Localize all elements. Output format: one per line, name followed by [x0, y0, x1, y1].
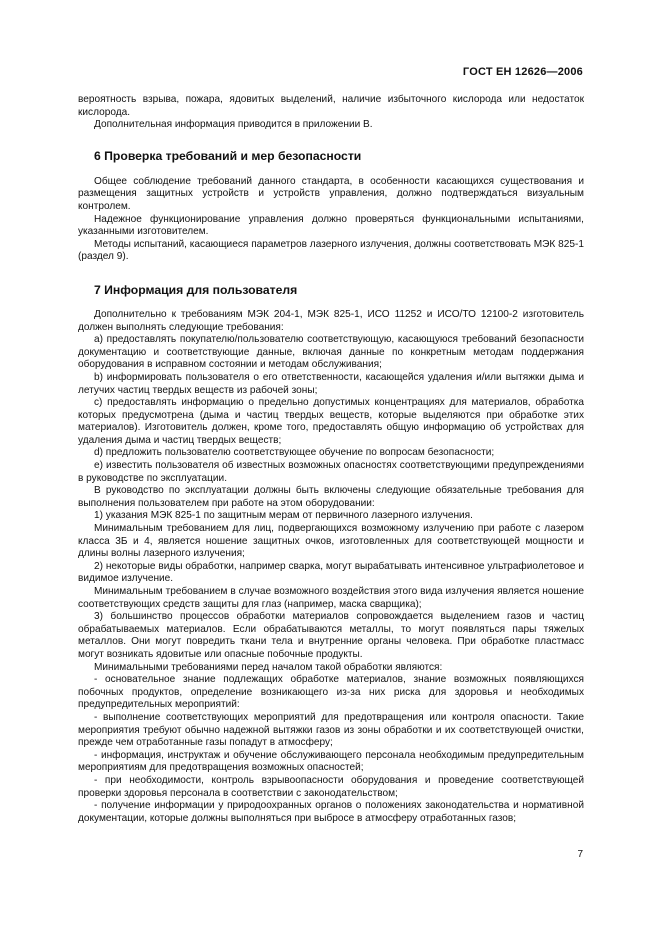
section-7-paragraph: - получение информации у природоохранных органов о положениях законодательства и нормативной документации, которые должны выполняться при выбросе в атмосферу отработанных газов;: [78, 800, 584, 824]
section-7-paragraph: a) предоставлять покупателю/пользователю соответствующую, касающуюся требований безопасности документацию и соответствующие данные, включая данные по конкретным методам поддержания оборудования в исправном состоянии и методам обслуживания;: [78, 334, 584, 371]
intro-paragraph-appendix-ref: Дополнительная информация приводится в приложении В.: [94, 119, 373, 131]
document-code-header: ГОСТ ЕН 12626—2006: [462, 66, 583, 78]
section-7-paragraph: - основательное знание подлежащих обработке материалов, знание возможных появляющихся побочных продуктов, определение возникающего из-за них риска для здоровья и необходимых предупредительных мероприятий:: [78, 674, 584, 711]
page-number: 7: [577, 849, 583, 860]
section-7-paragraph: d) предложить пользователю соответствующее обучение по вопросам безопасности;: [94, 447, 495, 459]
section-6-heading: 6 Проверка требований и мер безопасности: [94, 148, 362, 163]
intro-paragraph-continuation: вероятность взрыва, пожара, ядовитых выделений, наличие избыточного кислорода или недостаток кислорода.: [78, 94, 584, 118]
section-7-heading: 7 Информация для пользователя: [94, 282, 298, 297]
section-7-paragraph: b) информировать пользователя о его ответственности, касающейся удаления и/или вытяжки дыма и летучих частиц твердых веществ из рабочей зоны;: [78, 371, 584, 396]
section-7-paragraph: - при необходимости, контроль взрывоопасности оборудования и проведение соответствующей проверки здоровья персонала в соответствии с законодательством;: [78, 774, 584, 799]
section-7-paragraph: 3) большинство процессов обработки материалов сопровождается выделением газов и частиц обрабатываемых материалов. Если обрабатываются металлы, то могут появляться пары тяжелых металлов. Они могут повредить ткани тела и внутренние органы человека. При обработке пластмасс могут возникать ядовитые или опасные побочные продукты.: [78, 611, 584, 660]
section-7-paragraph: e) известить пользователя об известных возможных опасностях соответствующими предупреждениями в руководстве по эксплуатации.: [78, 460, 584, 484]
section-7-paragraph: 2) некоторые виды обработки, например сварка, могут вырабатывать интенсивное ультрафиолетовое и видимое излучение.: [78, 560, 584, 585]
section-7-paragraph: 1) указания МЭК 825-1 по защитным мерам от первичного лазерного излучения.: [94, 510, 473, 522]
page-body: [78, 94, 584, 825]
section-7-paragraph: - информация, инструктаж и обучение обслуживающего персонала необходимым предупредительным мероприятиям для предотвращения возможных опасностей;: [78, 749, 584, 774]
section-6-paragraph: Методы испытаний, касающиеся параметров лазерного излучения, должны соответствовать МЭК 825-1 (раздел 9).: [78, 238, 584, 263]
section-7-paragraph: Минимальными требованиями перед началом такой обработки являются:: [94, 661, 443, 673]
section-7-paragraph: В руководство по эксплуатации должны быть включены следующие обязательные требования для выполнения пользователем при работе на этом оборудовании:: [78, 485, 584, 509]
section-6-paragraph: Надежное функционирование управления должно проверяться функциональными испытаниями, указанными изготовителем.: [78, 213, 584, 238]
section-7-paragraph: c) предоставлять информацию о предельно допустимых концентрациях для материалов, обработка которых предусмотрена (дыма и частиц твердых веществ, которые выделяются при обработке этих материалов). Изготовитель должен, кроме того, предоставлять общую информацию об устройствах для удаления дыма и частиц твердых веществ;: [78, 397, 584, 446]
section-6-paragraph: Общее соблюдение требований данного стандарта, в особенности касающихся существования и размещения защитных устройств и устройств управления, должно подтверждаться визуальным контролем.: [78, 175, 584, 212]
section-7-paragraph: Дополнительно к требованиям МЭК 204-1, МЭК 825-1, ИСО 11252 и ИСО/ТО 12100-2 изготовитель должен выполнять следующие требования:: [78, 308, 584, 333]
section-7-paragraph: - выполнение соответствующих мероприятий для предотвращения или контроля опасности. Такие мероприятия требуют обычно надежной вытяжки газов из зоны обработки и их соответствующей очистки, прежде чем отработанные газы попадут в атмосферу;: [78, 711, 584, 749]
section-7-paragraph: Минимальным требованием для лиц, подвергающихся возможному излучению при работе с лазером класса 3Б и 4, является ношение защитных очков, изготовленных для соответствующей мощности и длины волны лазерного излучения;: [78, 523, 584, 560]
section-7-paragraph: Минимальным требованием в случае возможного воздействия этого вида излучения является ношение соответствующих средств защиты для глаз (например, маска сварщика);: [78, 586, 584, 610]
